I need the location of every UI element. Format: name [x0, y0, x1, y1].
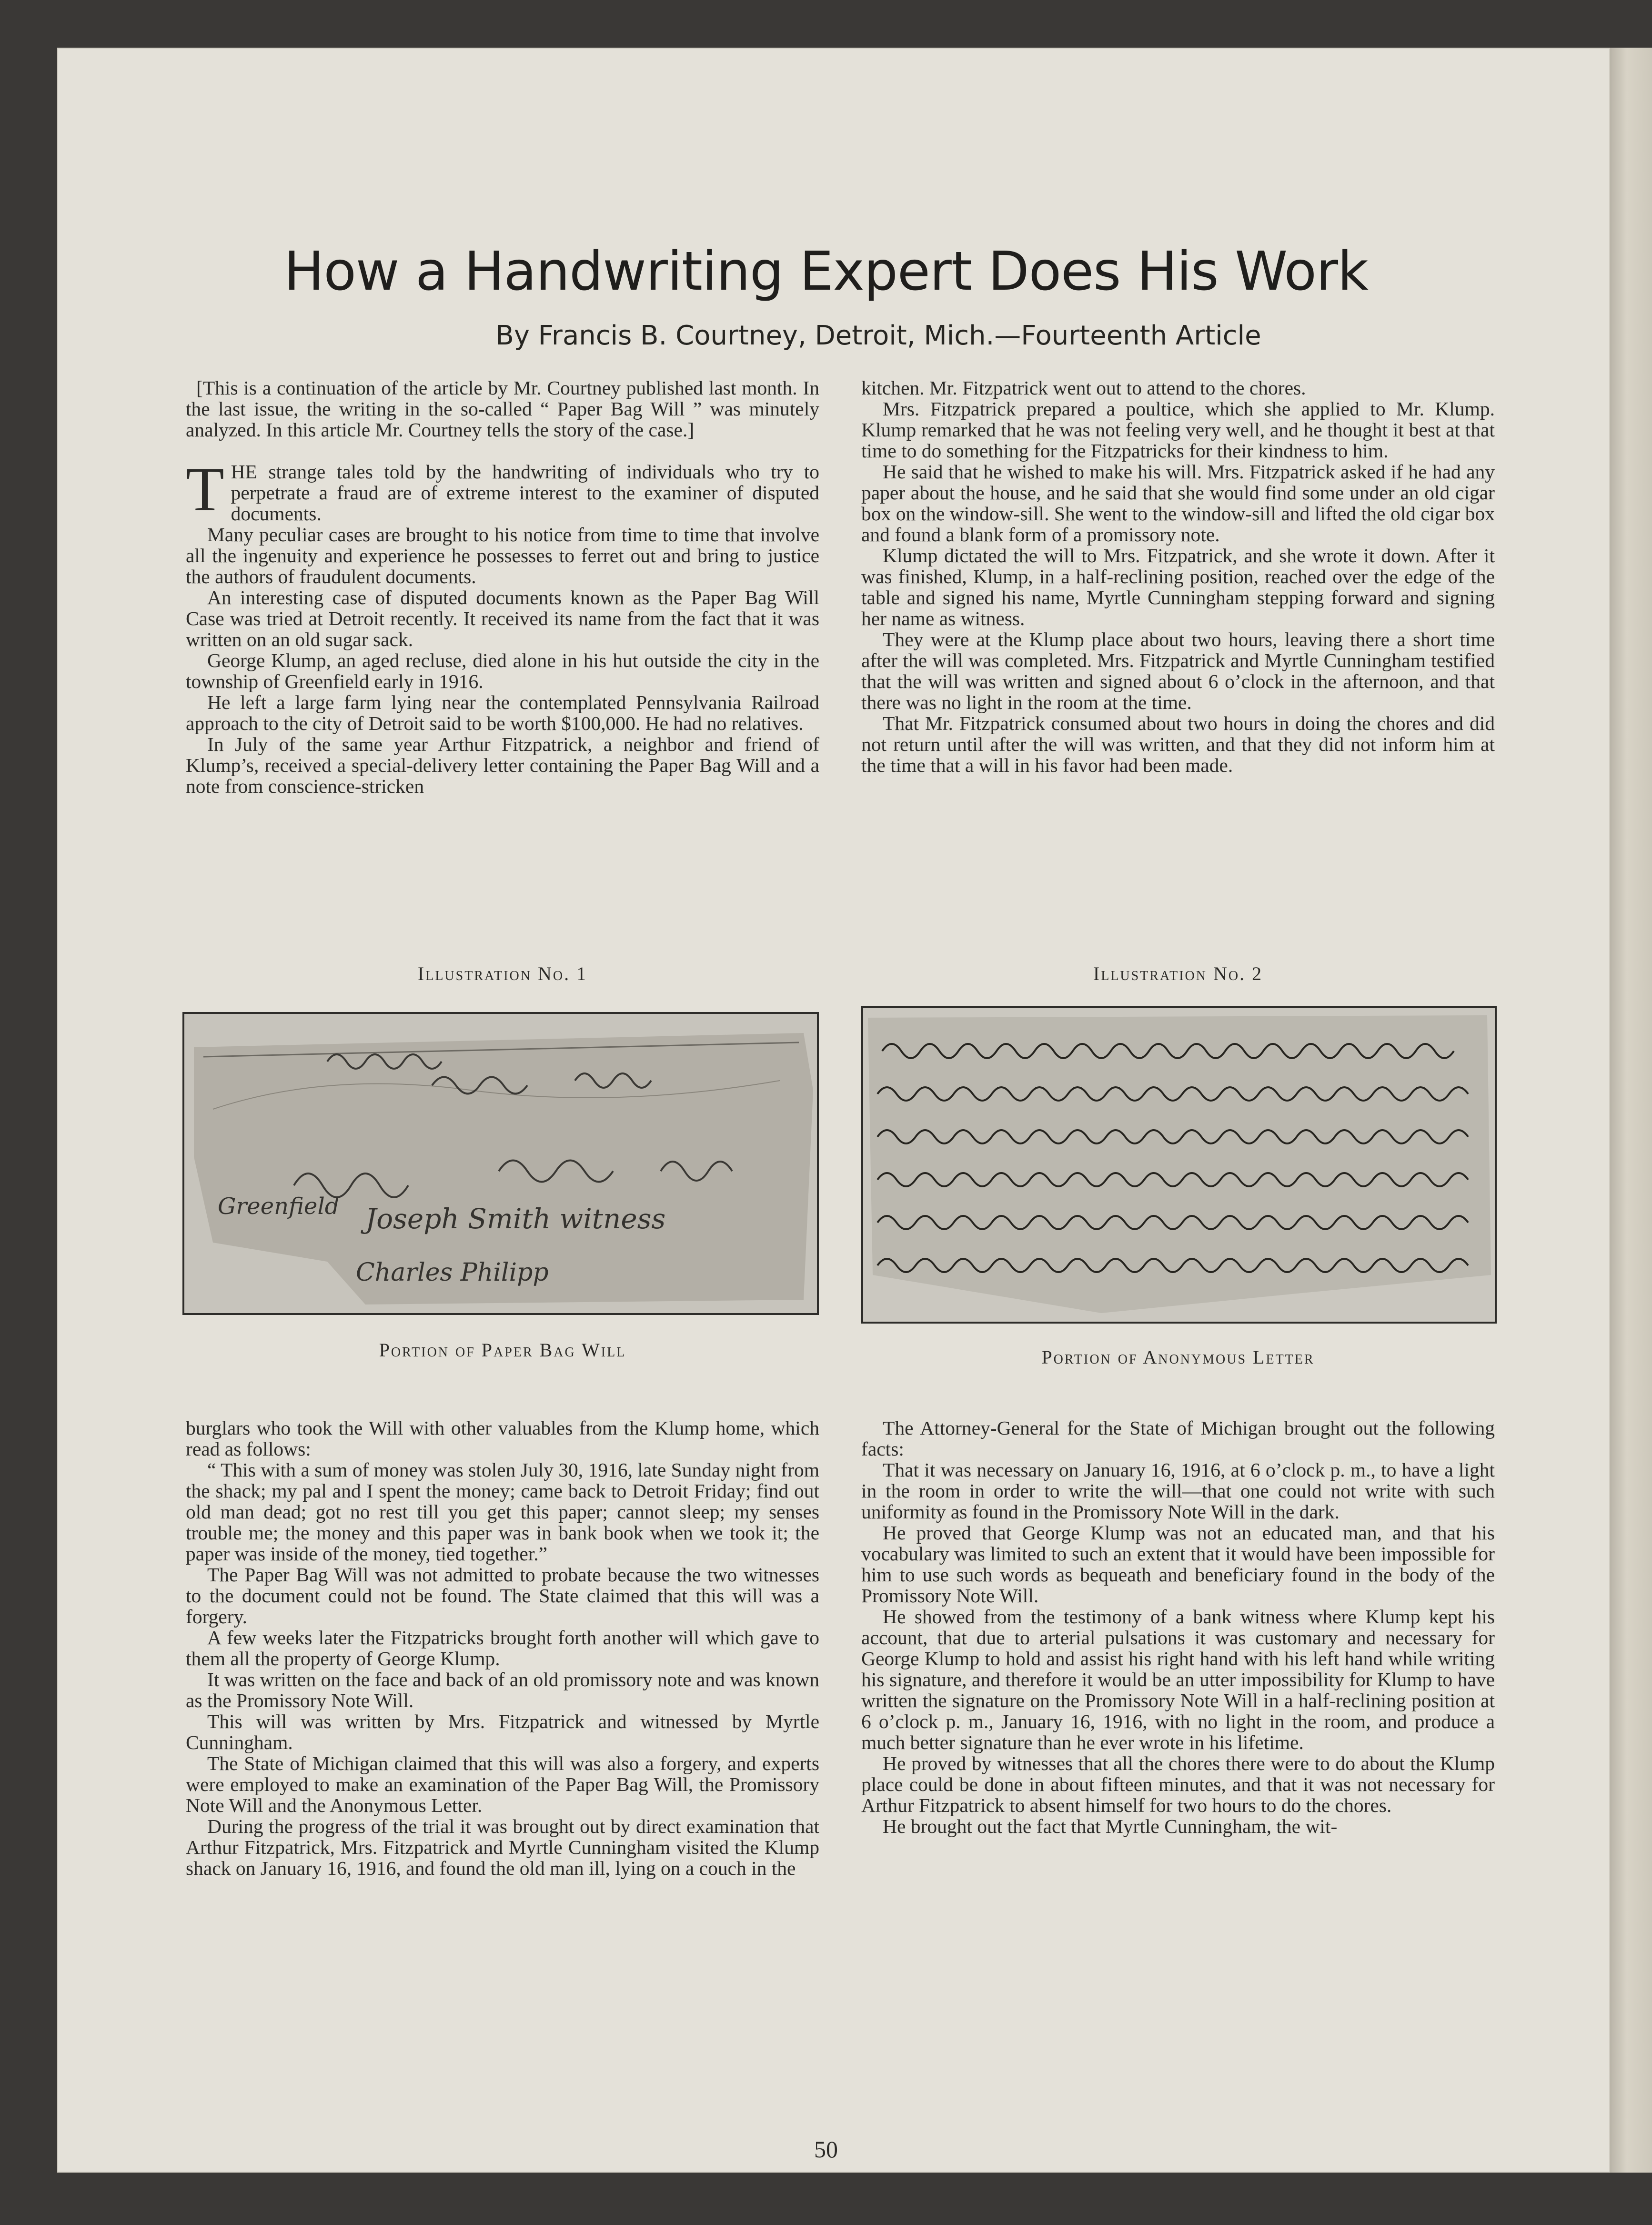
paragraph: Mrs. Fitzpatrick prepared a poultice, which she applied to Mr. Klump. Klump remarked that he was not feeling very well, and he thought it best at that time to do something for the Fitzpatricks for their kindness to him.: [861, 398, 1495, 462]
illustration-2-image: [861, 1006, 1497, 1324]
paragraph: In July of the same year Arthur Fitzpatrick, a neighbor and friend of Klump’s, received a special-delivery letter containing the Paper Bag Will and a note from conscience-stricken: [186, 733, 819, 797]
paragraph: burglars who took the Will with other valuables from the Klump home, which read as follows:: [186, 1417, 819, 1460]
paragraph: The State of Michigan claimed that this will was also a forgery, and experts were employed to make an examination of the Paper Bag Will, the Promissory Note Will and the Anonymous Letter.: [186, 1752, 819, 1816]
paragraph: He proved that George Klump was not an educated man, and that his vocabulary was limited to such an extent that it would have been impossible for him to use such words as bequeath and beneficiary found in the body of the Promissory Note Will.: [861, 1522, 1495, 1607]
drop-cap: T: [186, 454, 224, 524]
paragraph: kitchen. Mr. Fitzpatrick went out to attend to the chores.: [861, 377, 1306, 399]
paragraph: He left a large farm lying near the contemplated Pennsylvania Railroad approach to the city of Detroit said to be worth $100,000. He had no relatives.: [186, 691, 819, 734]
column-top-left: [186, 377, 819, 797]
paragraph: Many peculiar cases are brought to his notice from time to time that involve all the ingenuity and experience he possesses to ferret out and bring to justice the authors of fraudulent documents.: [186, 524, 819, 587]
illustration-1-image: [182, 1012, 819, 1315]
paragraph: [186, 454, 819, 525]
paragraph: They were at the Klump place about two hours, leaving there a short time after the will was completed. Mrs. Fitzpatrick and Myrtle Cunningham testified that the will was written and signed about 6 o’clock in the afternoon, and that there was no light in the room at the time.: [861, 628, 1495, 713]
paragraph: He said that he wished to make his will. Mrs. Fitzpatrick asked if he had any paper about the house, and he said that she would find some under an old cigar box on the window-sill. She went to the window-sill and lifted the old cigar box and found a blank form of a promissory note.: [861, 461, 1495, 546]
paragraph: A few weeks later the Fitzpatricks brought forth another will which gave to them all the property of George Klump.: [186, 1627, 819, 1669]
illustration-2-label: Illustration No. 2: [1093, 963, 1263, 984]
will-script-line: Joseph Smith witness: [365, 1203, 666, 1235]
anonymous-letter-photo: [863, 1008, 1495, 1322]
paragraph: Klump dictated the will to Mrs. Fitzpatrick, and she wrote it down. After it was finished, Klump, in a half-reclining position, reached over the edge of the table and signed his name, Myrtle Cunningham stepping forward and signing her name as witness.: [861, 545, 1495, 629]
illustration-2-caption: Portion of Anonymous Letter: [1041, 1346, 1315, 1368]
article-title: How a Handwriting Expert Does His Work: [284, 241, 1368, 303]
will-script-line: Charles Philipp: [356, 1258, 549, 1287]
page-number: 50: [814, 2136, 838, 2163]
illustration-1-label: Illustration No. 1: [417, 963, 588, 984]
paragraph: The Attorney-General for the State of Michigan brought out the following facts:: [861, 1417, 1495, 1460]
article-byline: By Francis B. Courtney, Detroit, Mich.—Fourteenth Article: [495, 320, 1261, 351]
will-script-line: Greenfield: [218, 1193, 340, 1220]
paper-bag-will-photo: [184, 1014, 817, 1313]
paragraph: This will was written by Mrs. Fitzpatrick and witnessed by Myrtle Cunningham.: [186, 1710, 819, 1753]
paragraph: That it was necessary on January 16, 1916, at 6 o’clock p. m., to have a light in the room in order to write the will—that one could not write with such uniformity as found in the Promissory Note Will in the dark.: [861, 1459, 1495, 1523]
paragraph: The Paper Bag Will was not admitted to probate because the two witnesses to the document could not be found. The State claimed that this will was a forgery.: [186, 1564, 819, 1628]
paragraph: An interesting case of disputed documents known as the Paper Bag Will Case was tried at Detroit recently. It received its name from the fact that it was written on an old sugar sack.: [186, 587, 819, 650]
paragraph-text: HE strange tales told by the handwriting of individuals who try to perpetrate a fraud are of extreme interest to the examiner of disputed documents.: [231, 461, 819, 525]
column-top-right: [861, 377, 1495, 776]
paragraph: That Mr. Fitzpatrick consumed about two hours in doing the chores and did not return until after the will was written, and that they did not inform him at the time that a will in his favor had been made.: [861, 712, 1495, 776]
column-bottom-right: [861, 1417, 1495, 1837]
quoted-letter: “ This with a sum of money was stolen July 30, 1916, late Sunday night from the shack; my pal and I spent the money; came back to Detroit Friday; find out old man dead; got no rest till you get this paper; cannot sleep; my senses trouble me; the money and this paper was in bank book when we took it; the paper was inside of the money, tied together.”: [186, 1459, 819, 1565]
facing-page-edge: [1610, 48, 1652, 2173]
column-bottom-left: [186, 1417, 819, 1879]
illustration-1-caption: Portion of Paper Bag Will: [379, 1339, 626, 1361]
paragraph: George Klump, an aged recluse, died alone in his hut outside the city in the township of Greenfield early in 1916.: [186, 649, 819, 692]
paragraph: He proved by witnesses that all the chores there were to do about the Klump place could be done in about fifteen minutes, and that it was not necessary for Arthur Fitzpatrick to absent himself for two hours to do the chores.: [861, 1752, 1495, 1816]
paragraph: During the progress of the trial it was brought out by direct examination that Arthur Fitzpatrick, Mrs. Fitzpatrick and Myrtle Cunningham visited the Klump shack on January 16, 1916, and found the old man ill, lying on a couch in the: [186, 1815, 819, 1879]
editor-note: [This is a continuation of the article by Mr. Courtney published last month. In the last issue, the writing in the so-called “ Paper Bag Will ” was minutely analyzed. In this article Mr. Courtney tells the story of the case.]: [186, 377, 819, 441]
paragraph: It was written on the face and back of an old promissory note and was known as the Promissory Note Will.: [186, 1669, 820, 1711]
paragraph: He brought out the fact that Myrtle Cunningham, the wit-: [883, 1815, 1338, 1837]
paragraph: He showed from the testimony of a bank witness where Klump kept his account, that due to arterial pulsations it was customary and necessary for George Klump to hold and assist his right hand with his left hand while writing his signature, and therefore it would be an utter impossibility for Klump to have written the signature on the Promissory Note Will in a half-reclining position at 6 o’clock p. m., January 16, 1916, with no light in the room, and produce a much better signature than he ever wrote in his lifetime.: [861, 1606, 1495, 1753]
